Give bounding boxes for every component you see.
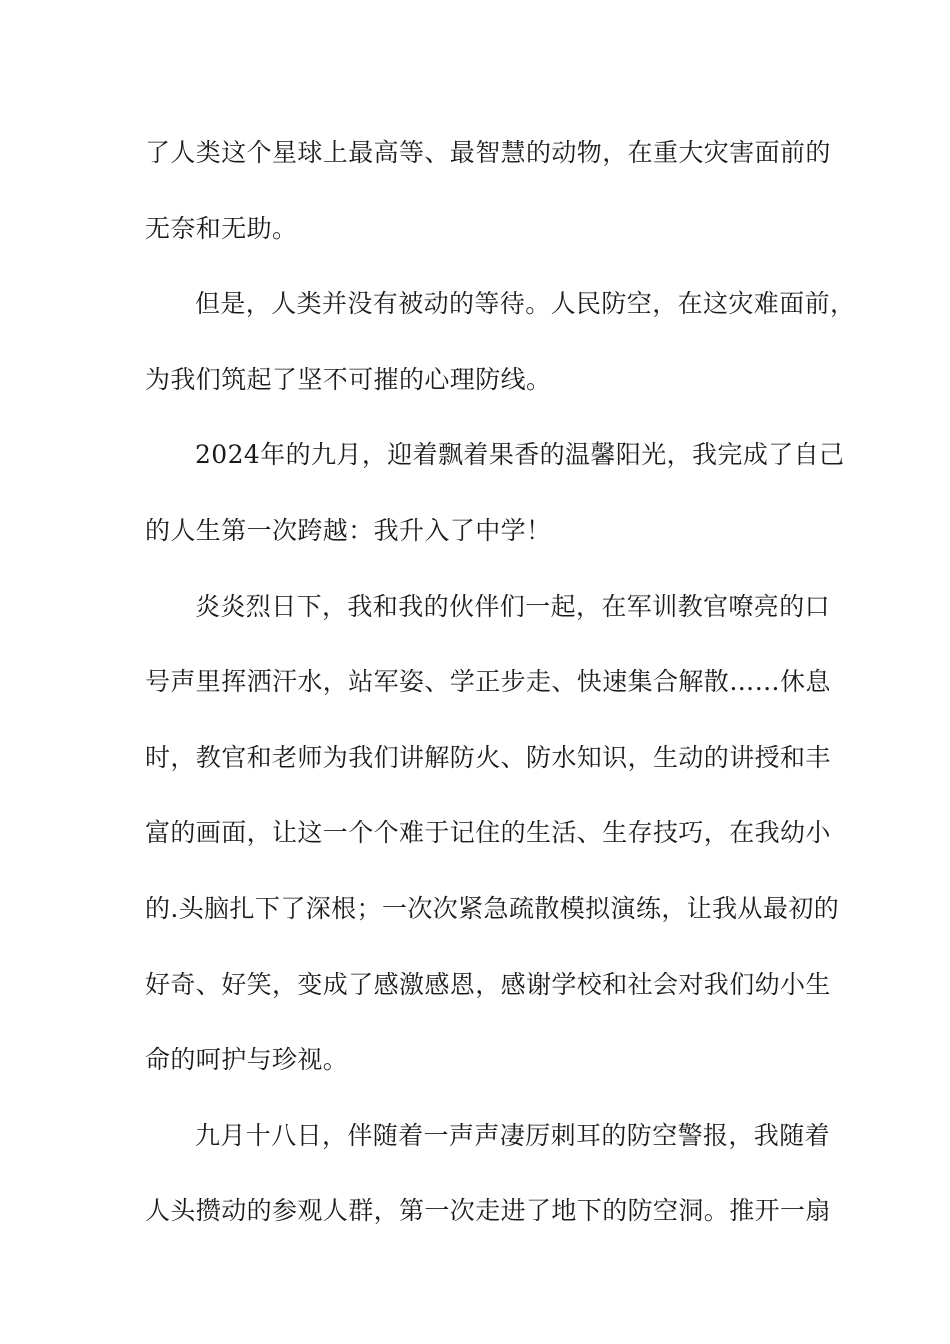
text-line: 了人类这个星球上最高等、最智慧的动物，在重大灾害面前的	[145, 138, 831, 167]
text-line: 时，教官和老师为我们讲解防火、防水知识，生动的讲授和丰	[145, 742, 831, 772]
body-text	[145, 130, 856, 1264]
text-line: 为我们筑起了坚不可摧的心理防线。	[145, 364, 552, 394]
paragraph-start-line: 九月十八日，伴随着一声声凄厉刺耳的防空警报，我随着	[195, 1120, 831, 1150]
text-line: 的.头脑扎下了深根；一次次紧急疏散模拟演练，让我从最初的	[145, 893, 840, 923]
paragraph-start-line: 2024年的九月，迎着飘着果香的温馨阳光，我完成了自己	[195, 440, 845, 470]
text-line: 人头攒动的参观人群，第一次走进了地下的防空洞。推开一扇	[145, 1196, 831, 1226]
text-line: 命的呵护与珍视。	[145, 1045, 349, 1075]
text-line: 号声里挥洒汗水，站军姿、学正步走、快速集合解散……休息	[145, 667, 831, 697]
text-line: 无奈和无助。	[145, 213, 298, 243]
paragraph-start-line: 炎炎烈日下，我和我的伙伴们一起，在军训教官嘹亮的口	[195, 591, 831, 621]
paragraph-start-line: 但是，人类并没有被动的等待。人民防空，在这灾难面前，	[195, 289, 856, 319]
text-line: 富的画面，让这一个个难于记住的生活、生存技巧，在我幼小	[145, 818, 831, 848]
text-line: 的人生第一次跨越：我升入了中学！	[145, 515, 552, 545]
text-line: 好奇、好笑，变成了感激感恩，感谢学校和社会对我们幼小生	[145, 969, 831, 999]
